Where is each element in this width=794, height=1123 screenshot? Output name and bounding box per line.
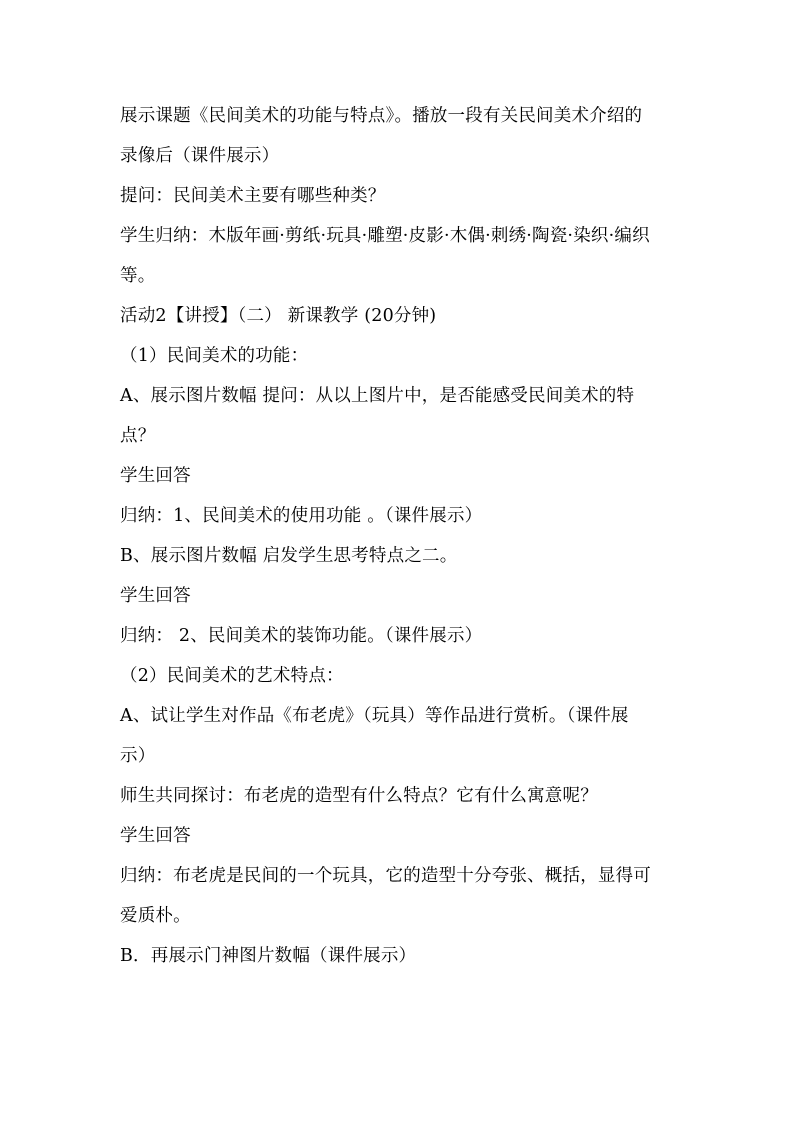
text-line-7: （1）民间美术的功能： [120, 346, 309, 366]
text-line-19: 学生回答 [120, 826, 191, 846]
text-line-18: 师生共同探讨：布老虎的造型有什么特点？它有什么寓意呢？ [120, 786, 598, 806]
text-line-16: A、试让学生对作品《布老虎》（玩具）等作品进行赏析。（课件展 [120, 706, 629, 726]
text-line-6: 活动2【讲授】（二） 新课教学 (20分钟) [120, 306, 437, 326]
text-line-11: 归纳：1、民间美术的使用功能 。（课件展示） [120, 506, 483, 526]
document-body [120, 98, 680, 974]
text-line-4: 学生归纳：木版年画·剪纸·玩具·雕塑·皮影·木偶·刺绣·陶瓷·染织·编织 [120, 226, 650, 246]
text-line-13: 学生回答 [120, 586, 191, 606]
text-line-22: B．再展示门神图片数幅（课件展示） [120, 946, 417, 966]
text-line-21: 爱质朴。 [120, 906, 191, 926]
text-line-15: （2）民间美术的艺术特点： [120, 666, 344, 686]
text-line-8: A、展示图片数幅 提问：从以上图片中，是否能感受民间美术的特 [120, 386, 635, 406]
text-line-17: 示） [120, 746, 156, 766]
text-line-9: 点？ [120, 426, 156, 446]
text-line-10: 学生回答 [120, 466, 191, 486]
text-line-5: 等。 [120, 266, 156, 286]
text-line-14: 归纳： 2、民间美术的装饰功能。（课件展示） [120, 626, 483, 646]
text-line-2: 录像后（课件展示） [120, 146, 280, 166]
text-line-1: 展示课题《民间美术的功能与特点》。播放一段有关民间美术介绍的 [120, 106, 643, 126]
text-line-20: 归纳：布老虎是民间的一个玩具，它的造型十分夸张、概括，显得可 [120, 866, 651, 886]
text-line-3: 提问：民间美术主要有哪些种类？ [120, 186, 386, 206]
text-line-12: B、展示图片数幅 启发学生思考特点之二。 [120, 546, 458, 566]
